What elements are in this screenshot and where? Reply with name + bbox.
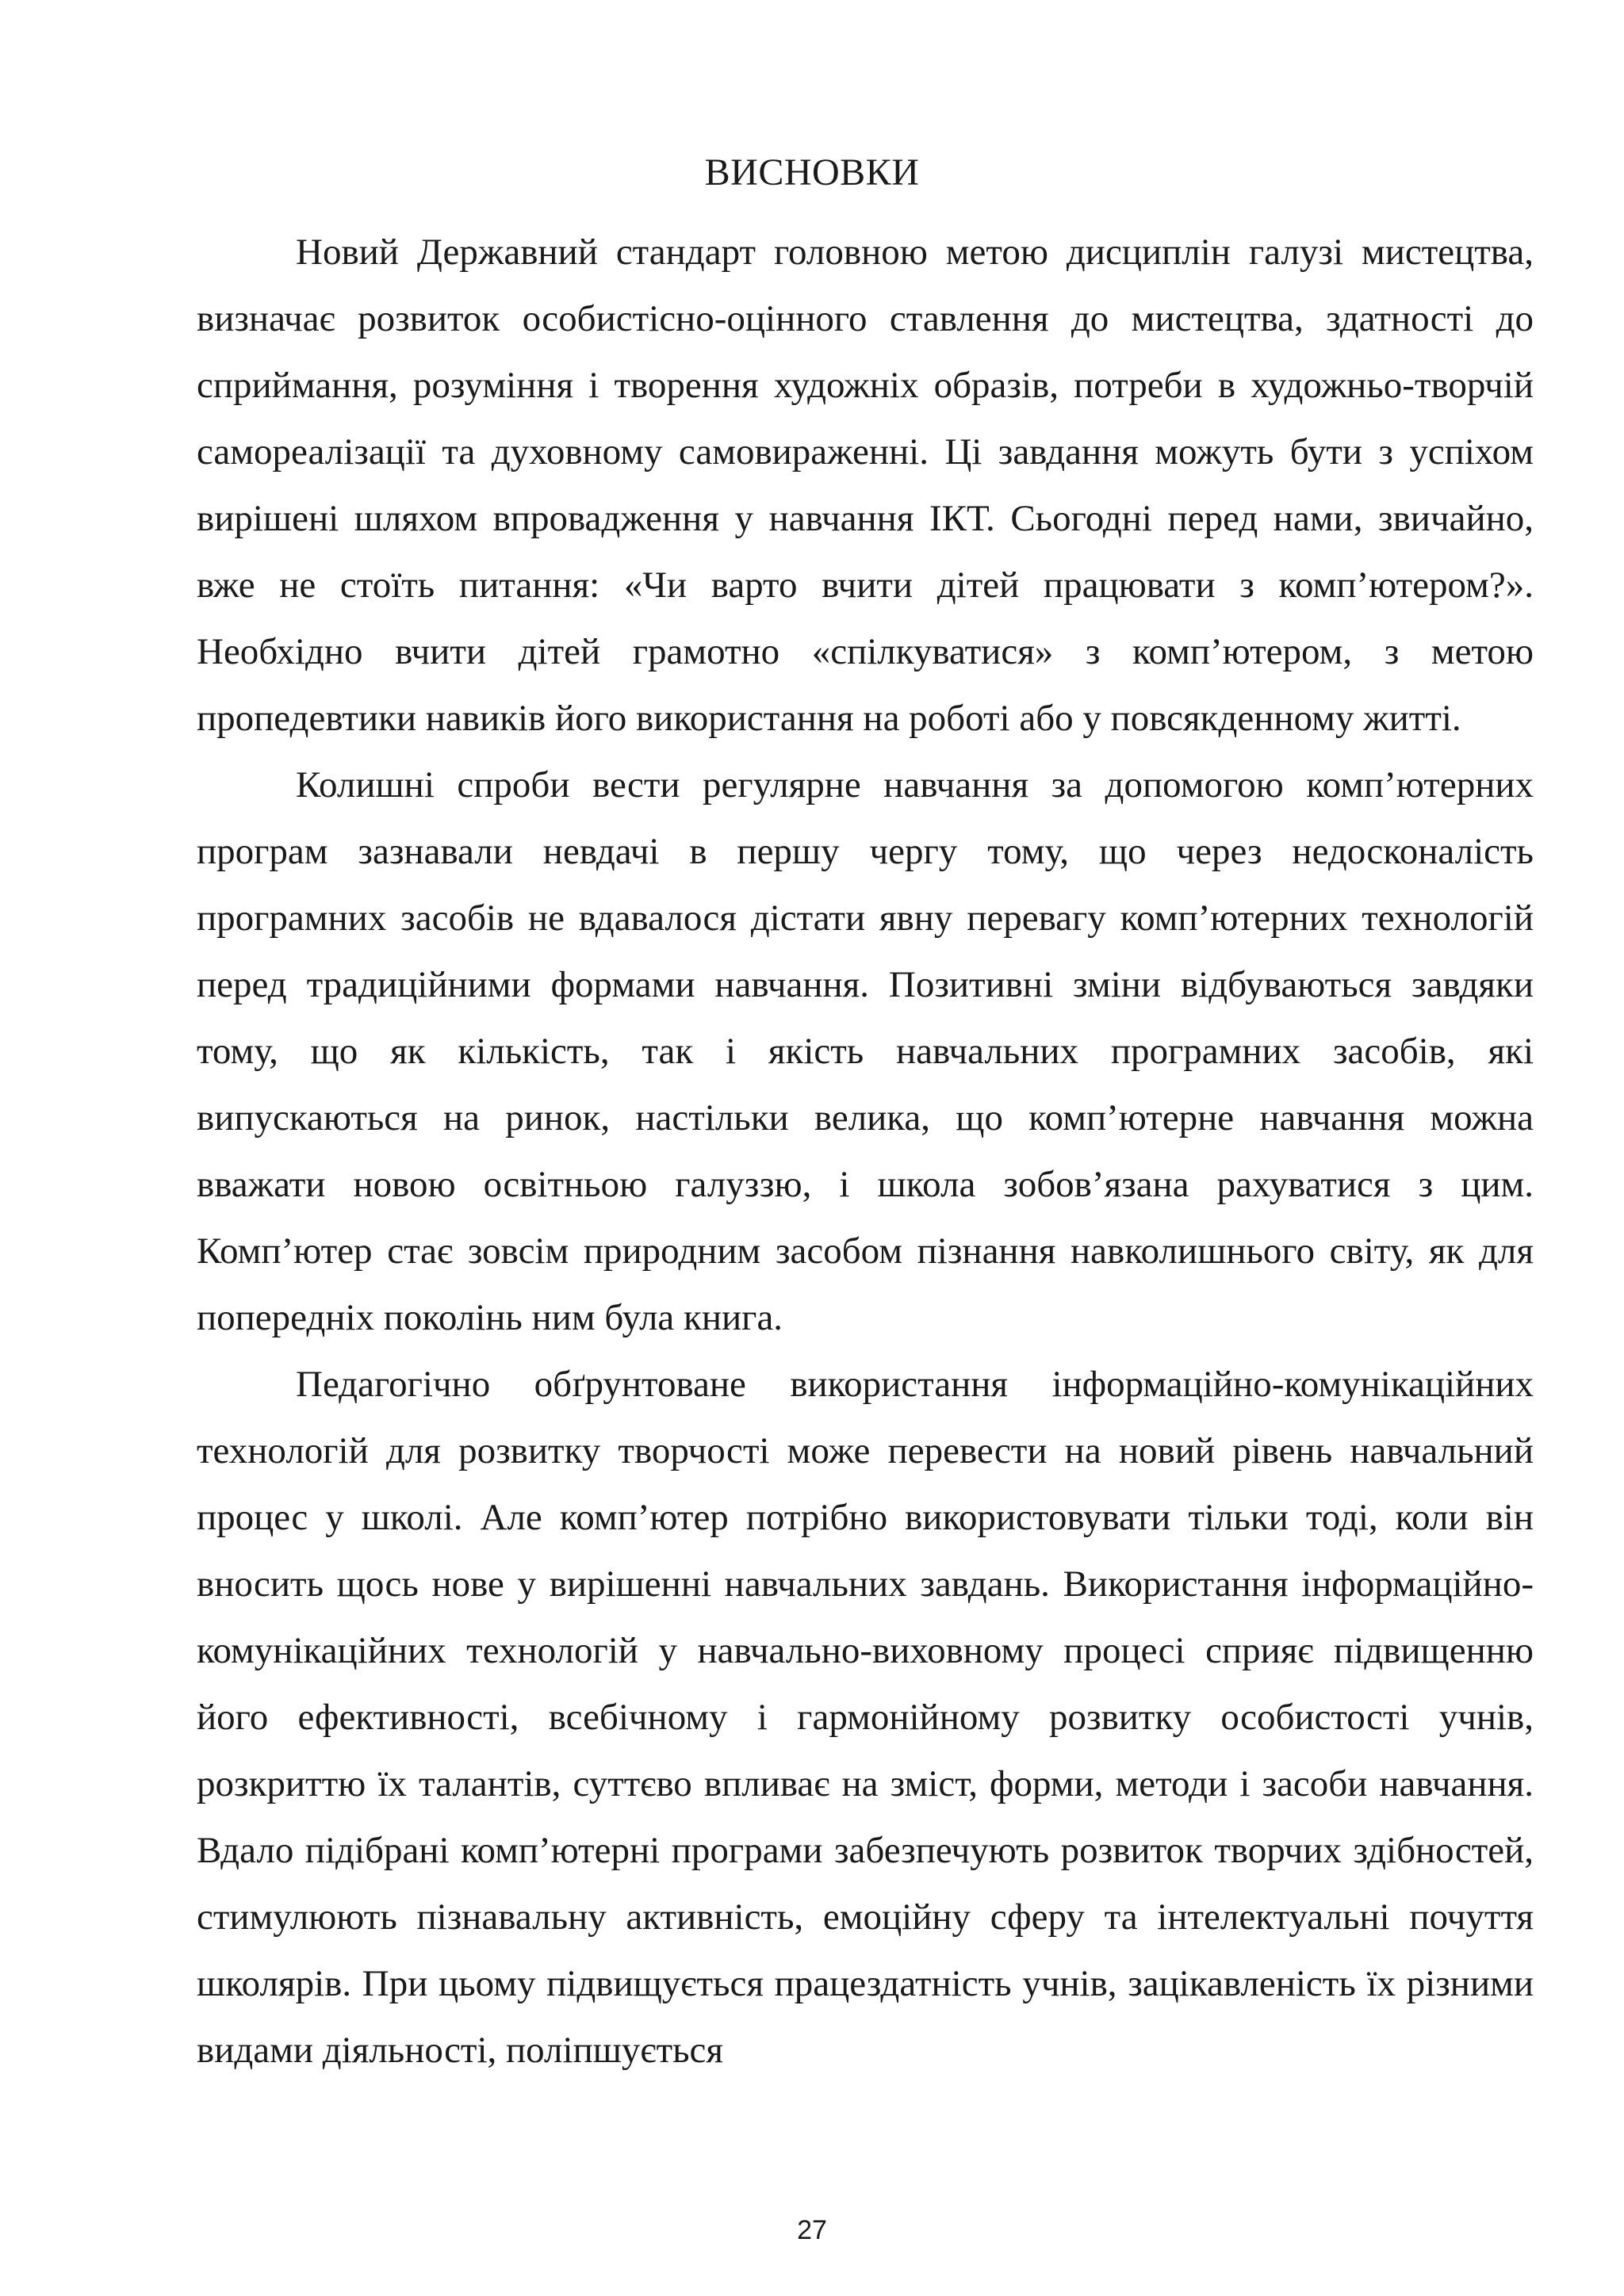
section-heading: ВИСНОВКИ	[704, 151, 920, 193]
paragraph: Педагогічно обґрунтоване використання інформаційно-комунікаційних технологій для розвитку творчості може перевести на новий рівень навчальний процес у школі. Але комп’ютер потрібно використовувати тільки тоді, коли він вносить щось нове у вирішенні навчальних завдань. Використання інформаційно-комунікаційних технологій у навчально-виховному процесі сприяє підвищенню його ефективності, всебічному і гармонійному розвитку особистості учнів, розкриттю їх талантів, суттєво впливає на зміст, форми, методи і засоби навчання. Вдало підібрані комп’ютерні програми забезпечують розвиток творчих здібностей, стимулюють пізнавальну активність, емоційну сферу та інтелектуальні почуття школярів. При цьому підвищується працездатність учнів, зацікавленість їх різними видами діяльності, поліпшується	[197, 1364, 1534, 2071]
paragraph: Колишні спроби вести регулярне навчання за допомогою комп’ютерних програм зазнавали невдачі в першу чергу тому, що через недосконалість програмних засобів не вдавалося дістати явну перевагу комп’ютерних технологій перед традиційними формами навчання. Позитивні зміни відбуваються завдяки тому, що як кількість, так і якість навчальних програмних засобів, які випускаються на ринок, настільки велика, що комп’ютерне навчання можна вважати новою освітньою галуззю, і школа зобов’язана рахуватися з цим. Комп’ютер стає зовсім природним засобом пізнання навколишнього світу, як для попередніх поколінь ним була книга.	[197, 764, 1534, 1338]
page-number: 27	[797, 2215, 827, 2245]
body-text	[197, 219, 1534, 2084]
paragraph: Новий Державний стандарт головною метою дисциплін галузі мистецтва, визначає розвиток особистісно-оцінного ставлення до мистецтва, здатності до сприймання, розуміння і творення художніх образів, потреби в художньо-творчій самореалізації та духовному самовираженні. Ці завдання можуть бути з успіхом вирішені шляхом впровадження у навчання ІКТ. Сьогодні перед нами, звичайно, вже не стоїть питання: «Чи варто вчити дітей працювати з комп’ютером?». Необхідно вчити дітей грамотно «спілкуватися» з комп’ютером, з метою пропедевтики навиків його використання на роботі або у повсякденному житті.	[197, 232, 1534, 739]
